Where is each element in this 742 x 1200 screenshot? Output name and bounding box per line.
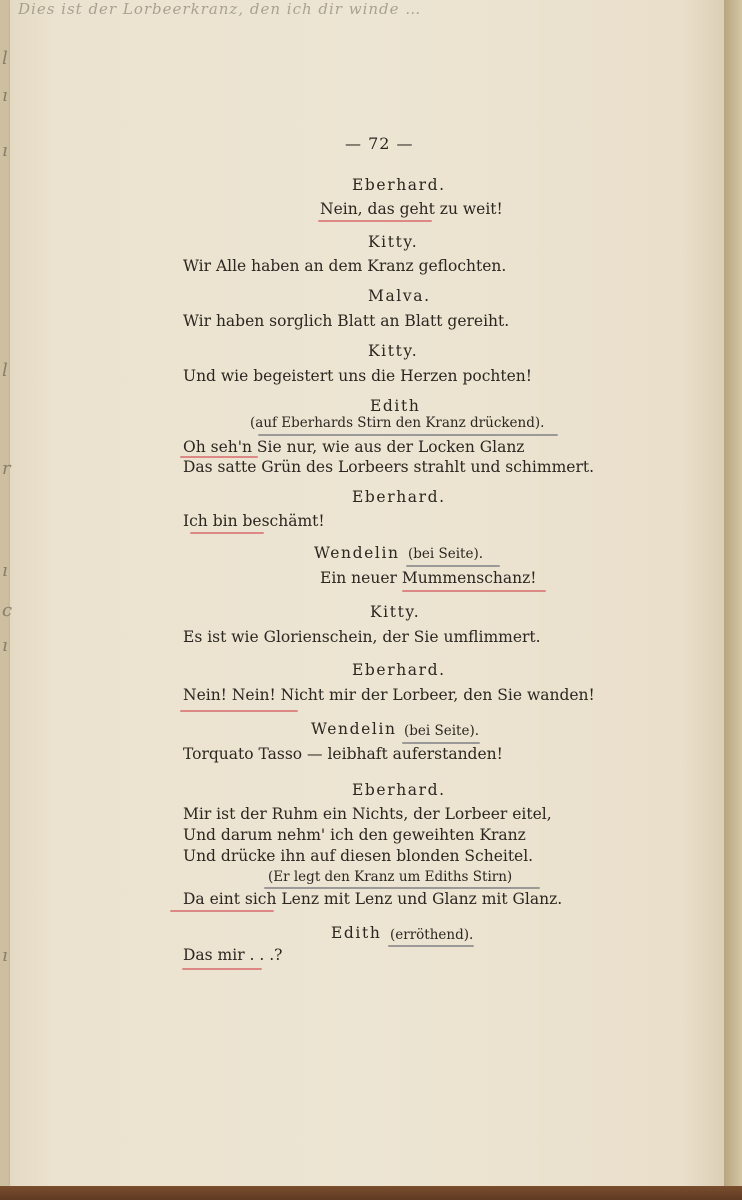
- dialogue-line: Nein, das geht zu weit!: [320, 200, 503, 218]
- speaker-name: Eberhard.: [352, 661, 446, 679]
- pencil-underline: [402, 742, 480, 744]
- red-underline: [190, 532, 264, 534]
- page-number: — 72 —: [345, 134, 414, 153]
- dialogue-line: Und drücke ihn auf diesen blonden Scheitel.: [183, 847, 534, 865]
- stage-direction: (Er legt den Kranz um Ediths Stirn): [268, 869, 513, 885]
- dialogue-line: Torquato Tasso — leibhaft auferstanden!: [183, 745, 503, 763]
- speaker-name: Wendelin: [311, 720, 397, 738]
- speaker-name: Kitty.: [370, 603, 421, 621]
- pencil-underline: [406, 565, 500, 567]
- dialogue-line: Ein neuer Mummenschanz!: [320, 569, 537, 587]
- dialogue-line: Es ist wie Glorienschein, der Sie umflimmert.: [183, 628, 541, 646]
- margin-mark: l: [2, 48, 8, 69]
- dialogue-line: Nein! Nein! Nicht mir der Lorbeer, den Sie wanden!: [183, 686, 595, 704]
- speaker-name: Wendelin: [314, 544, 400, 562]
- speaker-name: Malva.: [368, 287, 431, 305]
- dialogue-line: Oh seh'n Sie nur, wie aus der Locken Glanz: [183, 438, 525, 456]
- dialogue-line: Mir ist der Ruhm ein Nichts, der Lorbeer eitel,: [183, 805, 552, 823]
- speaker-name: Edith: [370, 397, 421, 415]
- dialogue-line: Wir Alle haben an dem Kranz geflochten.: [183, 257, 507, 275]
- stage-direction: (erröthend).: [390, 927, 474, 943]
- margin-mark: l: [2, 360, 8, 381]
- speaker-name: Kitty.: [368, 342, 419, 360]
- speaker-name: Eberhard.: [352, 176, 446, 194]
- margin-mark: ı: [2, 635, 8, 656]
- red-underline: [318, 220, 432, 222]
- stage-direction: (bei Seite).: [408, 546, 484, 562]
- pencil-underline: [258, 434, 558, 436]
- dialogue-line: Das satte Grün des Lorbeers strahlt und schimmert.: [183, 458, 595, 476]
- dialogue-line: Ich bin beschämt!: [183, 512, 325, 530]
- speaker-name: Eberhard.: [352, 781, 446, 799]
- margin-mark: ı: [2, 85, 8, 106]
- margin-mark: r: [2, 458, 11, 479]
- dialogue-line: Und darum nehm' ich den geweihten Kranz: [183, 826, 526, 844]
- margin-mark: c: [2, 600, 13, 621]
- dialogue-line: Da eint sich Lenz mit Lenz und Glanz mit Glanz.: [183, 890, 563, 908]
- margin-mark: ı: [2, 560, 8, 581]
- margin-mark: ı: [2, 140, 8, 161]
- red-underline: [180, 710, 298, 712]
- speaker-name: Kitty.: [368, 233, 419, 251]
- pencil-underline: [388, 945, 474, 947]
- dialogue-line: Wir haben sorglich Blatt an Blatt gereiht.: [183, 312, 510, 330]
- red-underline: [182, 968, 262, 970]
- page-edge: [724, 0, 742, 1200]
- stage-direction: (auf Eberhards Stirn den Kranz drückend).: [250, 415, 545, 431]
- margin-mark: ı: [2, 945, 8, 966]
- red-underline: [402, 590, 546, 592]
- binding-edge: [0, 1186, 742, 1200]
- stage-direction: (bei Seite).: [404, 723, 480, 739]
- dialogue-line: Das mir . . .?: [183, 946, 283, 964]
- red-underline: [180, 456, 258, 458]
- handwritten-margin-note: Dies ist der Lorbeerkranz, den ich dir winde …: [18, 0, 422, 18]
- speaker-name: Eberhard.: [352, 488, 446, 506]
- pencil-underline: [264, 887, 540, 889]
- red-underline: [170, 910, 274, 912]
- speaker-name: Edith: [331, 924, 382, 942]
- dialogue-line: Und wie begeistert uns die Herzen pochten!: [183, 367, 532, 385]
